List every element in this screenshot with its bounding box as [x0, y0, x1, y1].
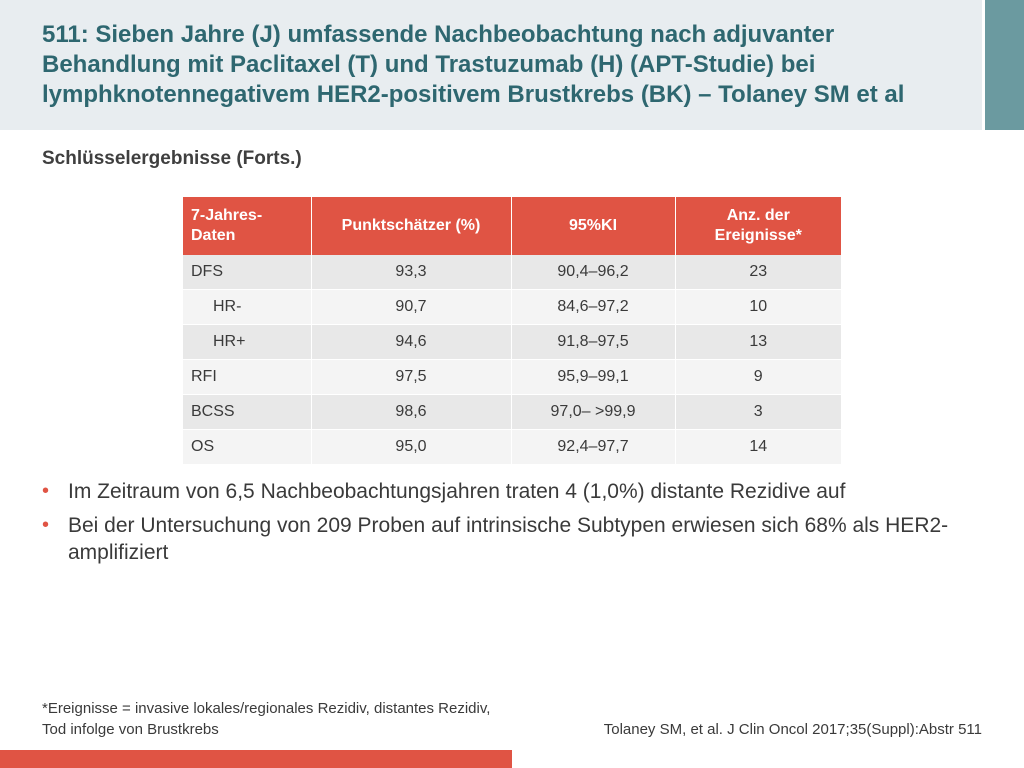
row-label: HR-	[183, 290, 311, 325]
row-events: 13	[675, 325, 841, 360]
key-findings-list	[42, 478, 962, 573]
row-events: 10	[675, 290, 841, 325]
row-label: BCSS	[183, 395, 311, 430]
header-accent-block	[985, 0, 1024, 130]
bottom-accent-bar	[0, 750, 512, 768]
row-ci: 97,0– >99,9	[511, 395, 675, 430]
row-events: 3	[675, 395, 841, 430]
row-ci: 92,4–97,7	[511, 430, 675, 465]
row-events: 23	[675, 255, 841, 290]
table-header-row	[183, 197, 841, 255]
footnote: *Ereignisse = invasive lokales/regionales Rezidiv, distantes Rezidiv, Tod infolge von Brustkrebs	[42, 700, 491, 738]
row-ci: 84,6–97,2	[511, 290, 675, 325]
results-table	[183, 197, 841, 464]
table-row	[183, 290, 841, 325]
header-event-count: Anz. der Ereignisse*	[675, 197, 841, 255]
bullet-dot-icon: •	[42, 480, 50, 502]
header-confidence-interval: 95%KI	[511, 197, 675, 255]
row-estimate: 93,3	[311, 255, 511, 290]
row-estimate: 94,6	[311, 325, 511, 360]
row-label: DFS	[183, 255, 311, 290]
row-estimate: 95,0	[311, 430, 511, 465]
row-events: 14	[675, 430, 841, 465]
citation: Tolaney SM, et al. J Clin Oncol 2017;35(Suppl):Abstr 511	[603, 721, 982, 738]
row-label: OS	[183, 430, 311, 465]
header-7-year-data: 7-Jahres-Daten	[183, 197, 311, 255]
row-label: HR+	[183, 325, 311, 360]
row-estimate: 90,7	[311, 290, 511, 325]
list-item	[42, 512, 962, 566]
bullet-text: Im Zeitraum von 6,5 Nachbeobachtungsjahren traten 4 (1,0%) distante Rezidive auf	[68, 480, 846, 503]
table-row	[183, 325, 841, 360]
row-label: RFI	[183, 360, 311, 395]
table-row	[183, 360, 841, 395]
row-estimate: 98,6	[311, 395, 511, 430]
table-row	[183, 395, 841, 430]
table-row	[183, 430, 841, 465]
row-events: 9	[675, 360, 841, 395]
slide-subtitle: Schlüsselergebnisse (Forts.)	[42, 148, 302, 169]
slide-title: 511: Sieben Jahre (J) umfassende Nachbeobachtung nach adjuvanter Behandlung mit Paclitaxel (T) und Trastuzumab (H) (APT-Studie) bei lymphknotennegativem HER2-positivem Brustkrebs (BK) – Tolaney SM et al	[42, 21, 905, 108]
header-point-estimate: Punktschätzer (%)	[311, 197, 511, 255]
list-item	[42, 478, 962, 505]
table-row	[183, 255, 841, 290]
row-ci: 91,8–97,5	[511, 325, 675, 360]
bullet-text: Bei der Untersuchung von 209 Proben auf intrinsische Subtypen erwiesen sich 68% als HER2-amplifiziert	[68, 514, 949, 564]
bullet-dot-icon: •	[42, 514, 50, 536]
row-estimate: 97,5	[311, 360, 511, 395]
row-ci: 95,9–99,1	[511, 360, 675, 395]
row-ci: 90,4–96,2	[511, 255, 675, 290]
